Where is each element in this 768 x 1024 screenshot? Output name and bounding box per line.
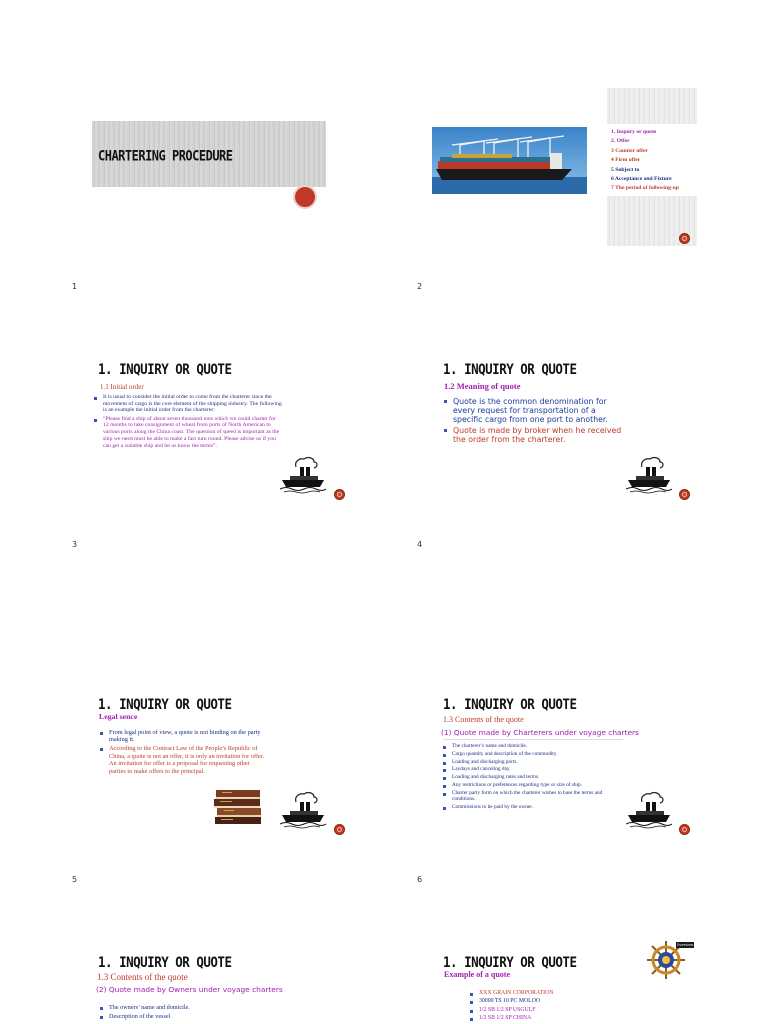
slide6-title: 1. INQUIRY OR QUOTE: [443, 695, 577, 713]
slide7-subtitle: 1.3 Contents of the quote: [97, 972, 188, 982]
list-item: “Please find a ship of about seven thousand tons which we could charter for 12 months to take consignment of wheat from ports of North American to various ports along the China coast. The question of speed is important as the ship we need must be able to make a fast turn round. Please advise us if you can get a suitable ship and let us know the terms”.: [94, 416, 282, 450]
slide2-menu: [611, 128, 701, 194]
menu-item-label: Inquiry or quote: [616, 129, 657, 135]
menu-item[interactable]: [611, 128, 701, 137]
steamship-icon: [280, 790, 326, 830]
list-item: Charter party form on which the charterer wishes to base the terms and conditions.: [443, 790, 623, 803]
slide4-title: 1. INQUIRY OR QUOTE: [443, 360, 577, 378]
list-item: Cargo quantity and description of the commodity.: [443, 751, 623, 757]
slide6-logo-icon: [679, 824, 690, 835]
menu-item-number: 5: [611, 166, 614, 173]
slide6-bullets: [443, 743, 623, 811]
steamship-icon: [280, 455, 326, 495]
slide3-bullets: [94, 394, 282, 451]
steamship-icon: [626, 790, 672, 830]
menu-item-number: 6: [611, 176, 614, 183]
container-ship-photo: [432, 127, 587, 194]
slide4-subtitle: 1.2 Meaning of quote: [444, 381, 521, 391]
slide4-logo-icon: [679, 489, 690, 500]
menu-item[interactable]: [611, 156, 701, 165]
slide1-title: CHARTERING PROCEDURE: [98, 148, 233, 165]
menu-item[interactable]: [611, 175, 701, 184]
list-item: Quote is the common denomination for every request for transportation of a specific cargo from one port to another.: [444, 397, 624, 425]
page-number: 1: [72, 282, 78, 291]
list-item: Loading and discharging rates and terms.: [443, 774, 623, 780]
list-item: The charterer’s name and domicile.: [443, 743, 623, 749]
slide7-bullets: [100, 1004, 280, 1022]
overview-button[interactable]: Overview: [676, 943, 694, 947]
page-number: 2: [417, 282, 423, 291]
slide3-title: 1. INQUIRY OR QUOTE: [98, 360, 232, 378]
list-item: Loading and discharging ports.: [443, 759, 623, 765]
slide5-title: 1. INQUIRY OR QUOTE: [98, 695, 232, 713]
page-number: 5: [72, 875, 78, 884]
list-item: Laydays and canceling day.: [443, 766, 623, 772]
menu-item[interactable]: [611, 166, 701, 175]
menu-item-number: 1.: [611, 129, 616, 135]
divider: [443, 739, 623, 740]
list-item: Commissions to be paid by the owner.: [443, 804, 623, 810]
slide8-subtitle: Example of a quote: [444, 970, 510, 979]
menu-item[interactable]: [611, 147, 701, 156]
menu-item-label: Firm offer: [615, 157, 641, 164]
steamship-icon: [626, 455, 672, 495]
menu-item-number: 3: [611, 147, 614, 154]
menu-item-label: Counter offer: [615, 147, 648, 154]
list-item: XXX GRAIN CORPORATION: [470, 990, 650, 997]
slide3-subtitle: 1.1 Initial order: [100, 383, 144, 391]
list-item: Any restrictions or preferences regarding type or size of ship.: [443, 782, 623, 788]
page-number: 6: [417, 875, 423, 884]
slide6-subtitle: 1.3 Contents of the quote: [443, 715, 524, 724]
list-item: It is usual to consider the initial order to come from the charterer since the movement of cargo is the core element of the shipping industry. The following is an example the initial order from the charterer:: [94, 394, 282, 414]
slide8-title: 1. INQUIRY OR QUOTE: [443, 953, 577, 971]
slide5-logo-icon: [334, 824, 345, 835]
menu-item-label: Subject to: [615, 166, 640, 173]
menu-item-number: 2.: [611, 138, 616, 145]
slide8-bullets: [470, 990, 650, 1023]
menu-item-number: 4: [611, 157, 614, 164]
list-item: 1/2 SB 1/2 SP USGULF: [470, 1007, 650, 1014]
page-number: 3: [72, 540, 78, 549]
page-number: 4: [417, 540, 423, 549]
slide6-subtitle-2: (1) Quote made by Charterers under voyage charters: [441, 728, 639, 737]
menu-item-number: 7: [611, 185, 614, 192]
slide2-logo-icon: [679, 233, 690, 244]
slide7-subtitle-2: (2) Quote made by Owners under voyage charters: [96, 985, 283, 994]
list-item: The owners’ name and domicile.: [100, 1004, 280, 1011]
menu-item-label: Acceptance and Fixture: [614, 176, 672, 183]
menu-item-label: Offer: [616, 138, 630, 145]
list-item: 1/2 SB 1/2 SP CHINA: [470, 1015, 650, 1022]
slide1-logo-circle: [293, 185, 317, 209]
slide7-title: 1. INQUIRY OR QUOTE: [98, 953, 232, 971]
list-item: Quote is made by broker when he received the order from the charterer.: [444, 426, 624, 444]
menu-item[interactable]: [611, 184, 701, 193]
list-item: From legal point of view, a quote is not binding on the party making it.: [100, 729, 266, 744]
books-icon: [214, 788, 262, 826]
menu-item[interactable]: [611, 137, 701, 146]
slide4-bullets: [444, 397, 624, 446]
slide3-logo-icon: [334, 489, 345, 500]
slide5-subtitle: Legal sence: [99, 712, 138, 721]
menu-item-label: The period of following-up: [615, 185, 679, 192]
list-item: According to the Contract Law of the People’s Republic of China, a quote is not an offer, it is only an invitation for offer. An invitation for offer is a proposal for requesting other parties to make offers to the principal.: [100, 745, 266, 775]
list-item: 30000 TS 10 PC MOLOO: [470, 998, 650, 1005]
list-item: Description of the vessel: [100, 1013, 280, 1020]
slide5-bullets: [100, 729, 266, 777]
